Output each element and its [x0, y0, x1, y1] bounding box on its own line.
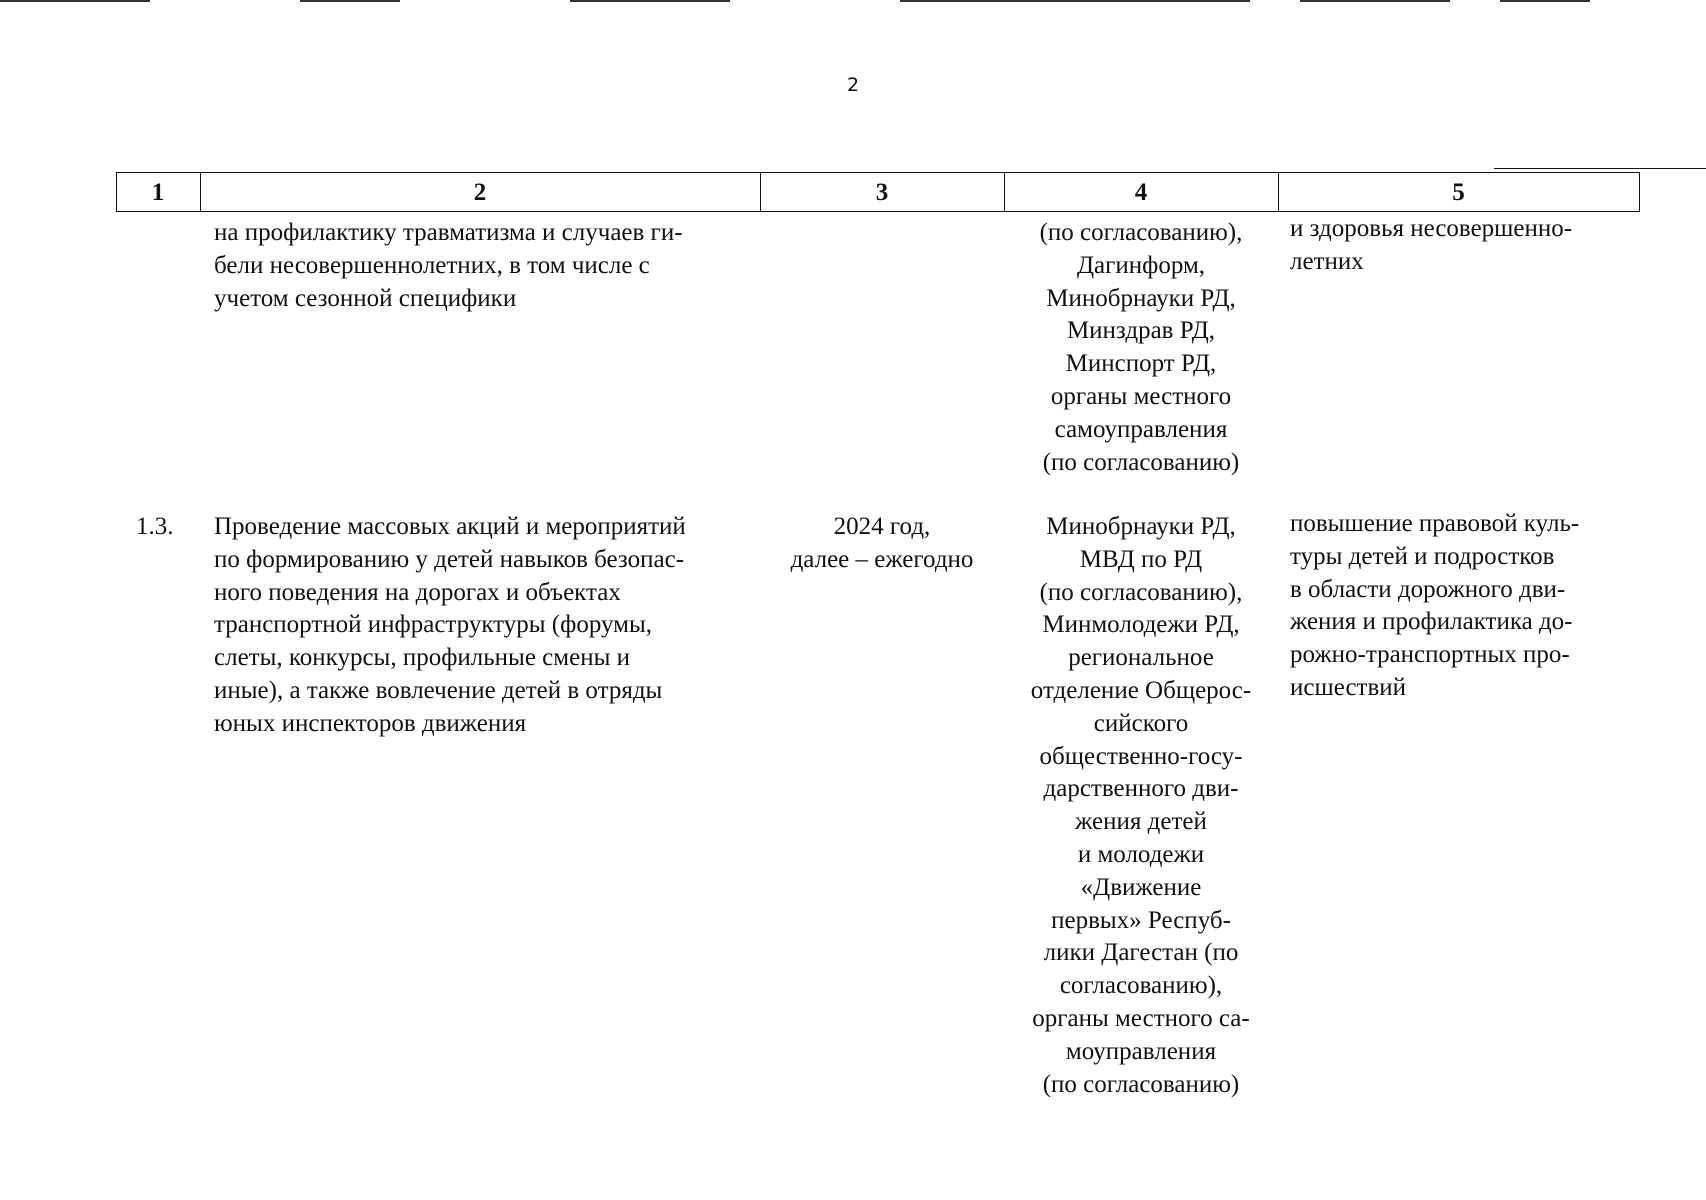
row2-col4-line: «Движение	[1080, 873, 1202, 901]
scan-edge-mark	[300, 0, 400, 2]
row2-col5-line: жения и профилактика до-	[1290, 608, 1573, 636]
row2-col2-line: иные), а также вовлечение детей в отряды	[214, 676, 663, 704]
row2-col4-line: (по согласованию)	[1042, 1070, 1240, 1098]
row2-col2-description	[214, 511, 746, 741]
row2-col4-line: Минобрнауки РД,	[1046, 513, 1236, 540]
row2-col4-line: моуправления	[1065, 1037, 1217, 1065]
row1-col4-line: органы местного	[1050, 382, 1232, 410]
page-number: 2	[846, 74, 860, 96]
row2-col2-line: по формированию у детей навыков безопас-	[214, 545, 685, 573]
row2-col4-line: региональное	[1068, 644, 1214, 672]
row2-col5-line: в области дорожного дви-	[1290, 575, 1566, 603]
row2-col3-line: 2024 год,	[833, 513, 931, 540]
header-col-4: 4	[1134, 179, 1148, 206]
row2-col5-result	[1290, 508, 1630, 705]
header-col-2: 2	[473, 179, 487, 206]
row2-col4-line: (по согласованию),	[1039, 578, 1243, 606]
row2-col4-line: согласованию),	[1059, 972, 1223, 1000]
scan-edge-mark	[1500, 0, 1590, 2]
row2-col4-line: жения детей	[1075, 808, 1207, 836]
row1-col2-line: на профилактику травматизма и случаев ги-	[214, 219, 683, 246]
header-col-1: 1	[151, 179, 165, 206]
row2-col4-line: органы местного са-	[1032, 1004, 1250, 1032]
row2-col1-number: 1.3.	[136, 513, 174, 540]
header-bottom-line	[116, 211, 1640, 212]
row2-col3-line: далее – ежегодно	[790, 545, 974, 573]
row1-col4-line: Дагинформ,	[1076, 251, 1206, 279]
scan-edge-mark	[0, 0, 150, 2]
row2-col2-line: Проведение массовых акций и мероприятий	[214, 513, 686, 540]
row1-col2-line: бели несовершеннолетних, в том числе с	[214, 251, 650, 279]
row1-col5-line: и здоровья несовершенно-	[1290, 215, 1573, 242]
row2-col2-line: юных инспекторов движения	[214, 709, 527, 737]
row2-col5-line: туры детей и подростков	[1290, 542, 1555, 570]
row2-col4-line: первых» Респуб-	[1051, 906, 1231, 934]
table-header-row	[116, 172, 1640, 213]
scan-edge-mark	[900, 0, 1250, 2]
header-top-line	[116, 172, 1640, 173]
row1-col5-result	[1290, 213, 1630, 279]
row2-col2-line: слеты, конкурсы, профильные смены и	[214, 644, 631, 672]
row1-col4-line: самоуправления	[1054, 415, 1228, 443]
scan-edge-mark	[570, 0, 730, 2]
row2-col4-line: МВД по РД	[1079, 545, 1203, 573]
row1-col4-line: Минспорт РД,	[1065, 350, 1217, 378]
row2-col4-line: Минмолодежи РД,	[1042, 611, 1240, 639]
row2-col4-line: лики Дагестан (по	[1043, 939, 1239, 967]
row2-col4-line: сийского	[1093, 709, 1189, 737]
header-col-3: 3	[875, 179, 889, 206]
row1-col2-description	[214, 217, 746, 315]
scan-edge-mark	[1300, 0, 1450, 2]
col-divider	[1639, 172, 1640, 212]
row1-col2-line: учетом сезонной специфики	[214, 284, 517, 312]
row1-col4-line: Минздрав РД,	[1066, 317, 1216, 345]
row2-col3-deadline	[760, 511, 1004, 577]
header-col-5: 5	[1452, 179, 1465, 206]
header-top-line-offset	[1494, 168, 1706, 169]
row2-col2-line: транспортной инфраструктуры (форумы,	[214, 611, 653, 639]
row2-col2-line: ного поведения на дорогах и объектах	[214, 578, 621, 606]
row2-col4-line: общественно-госу-	[1039, 742, 1243, 770]
row2-col4-line: и молодежи	[1077, 840, 1205, 868]
row2-col4-executors	[1004, 511, 1278, 1101]
row2-col5-line: исшествий	[1290, 673, 1407, 701]
row2-col5-line: повышение правовой куль-	[1290, 510, 1580, 537]
row2-col4-line: отделение Общерос-	[1030, 676, 1252, 704]
row2-col5-line: рожно-транспортных про-	[1290, 641, 1570, 669]
row1-col4-line: (по согласованию)	[1042, 448, 1240, 476]
row1-col4-line: Минобрнауки РД,	[1046, 284, 1236, 312]
row1-col5-line: летних	[1290, 247, 1364, 275]
row2-col4-line: дарственного дви-	[1043, 775, 1239, 803]
row1-col4-line: (по согласованию),	[1039, 219, 1243, 246]
row1-col4-executors	[1004, 217, 1278, 479]
